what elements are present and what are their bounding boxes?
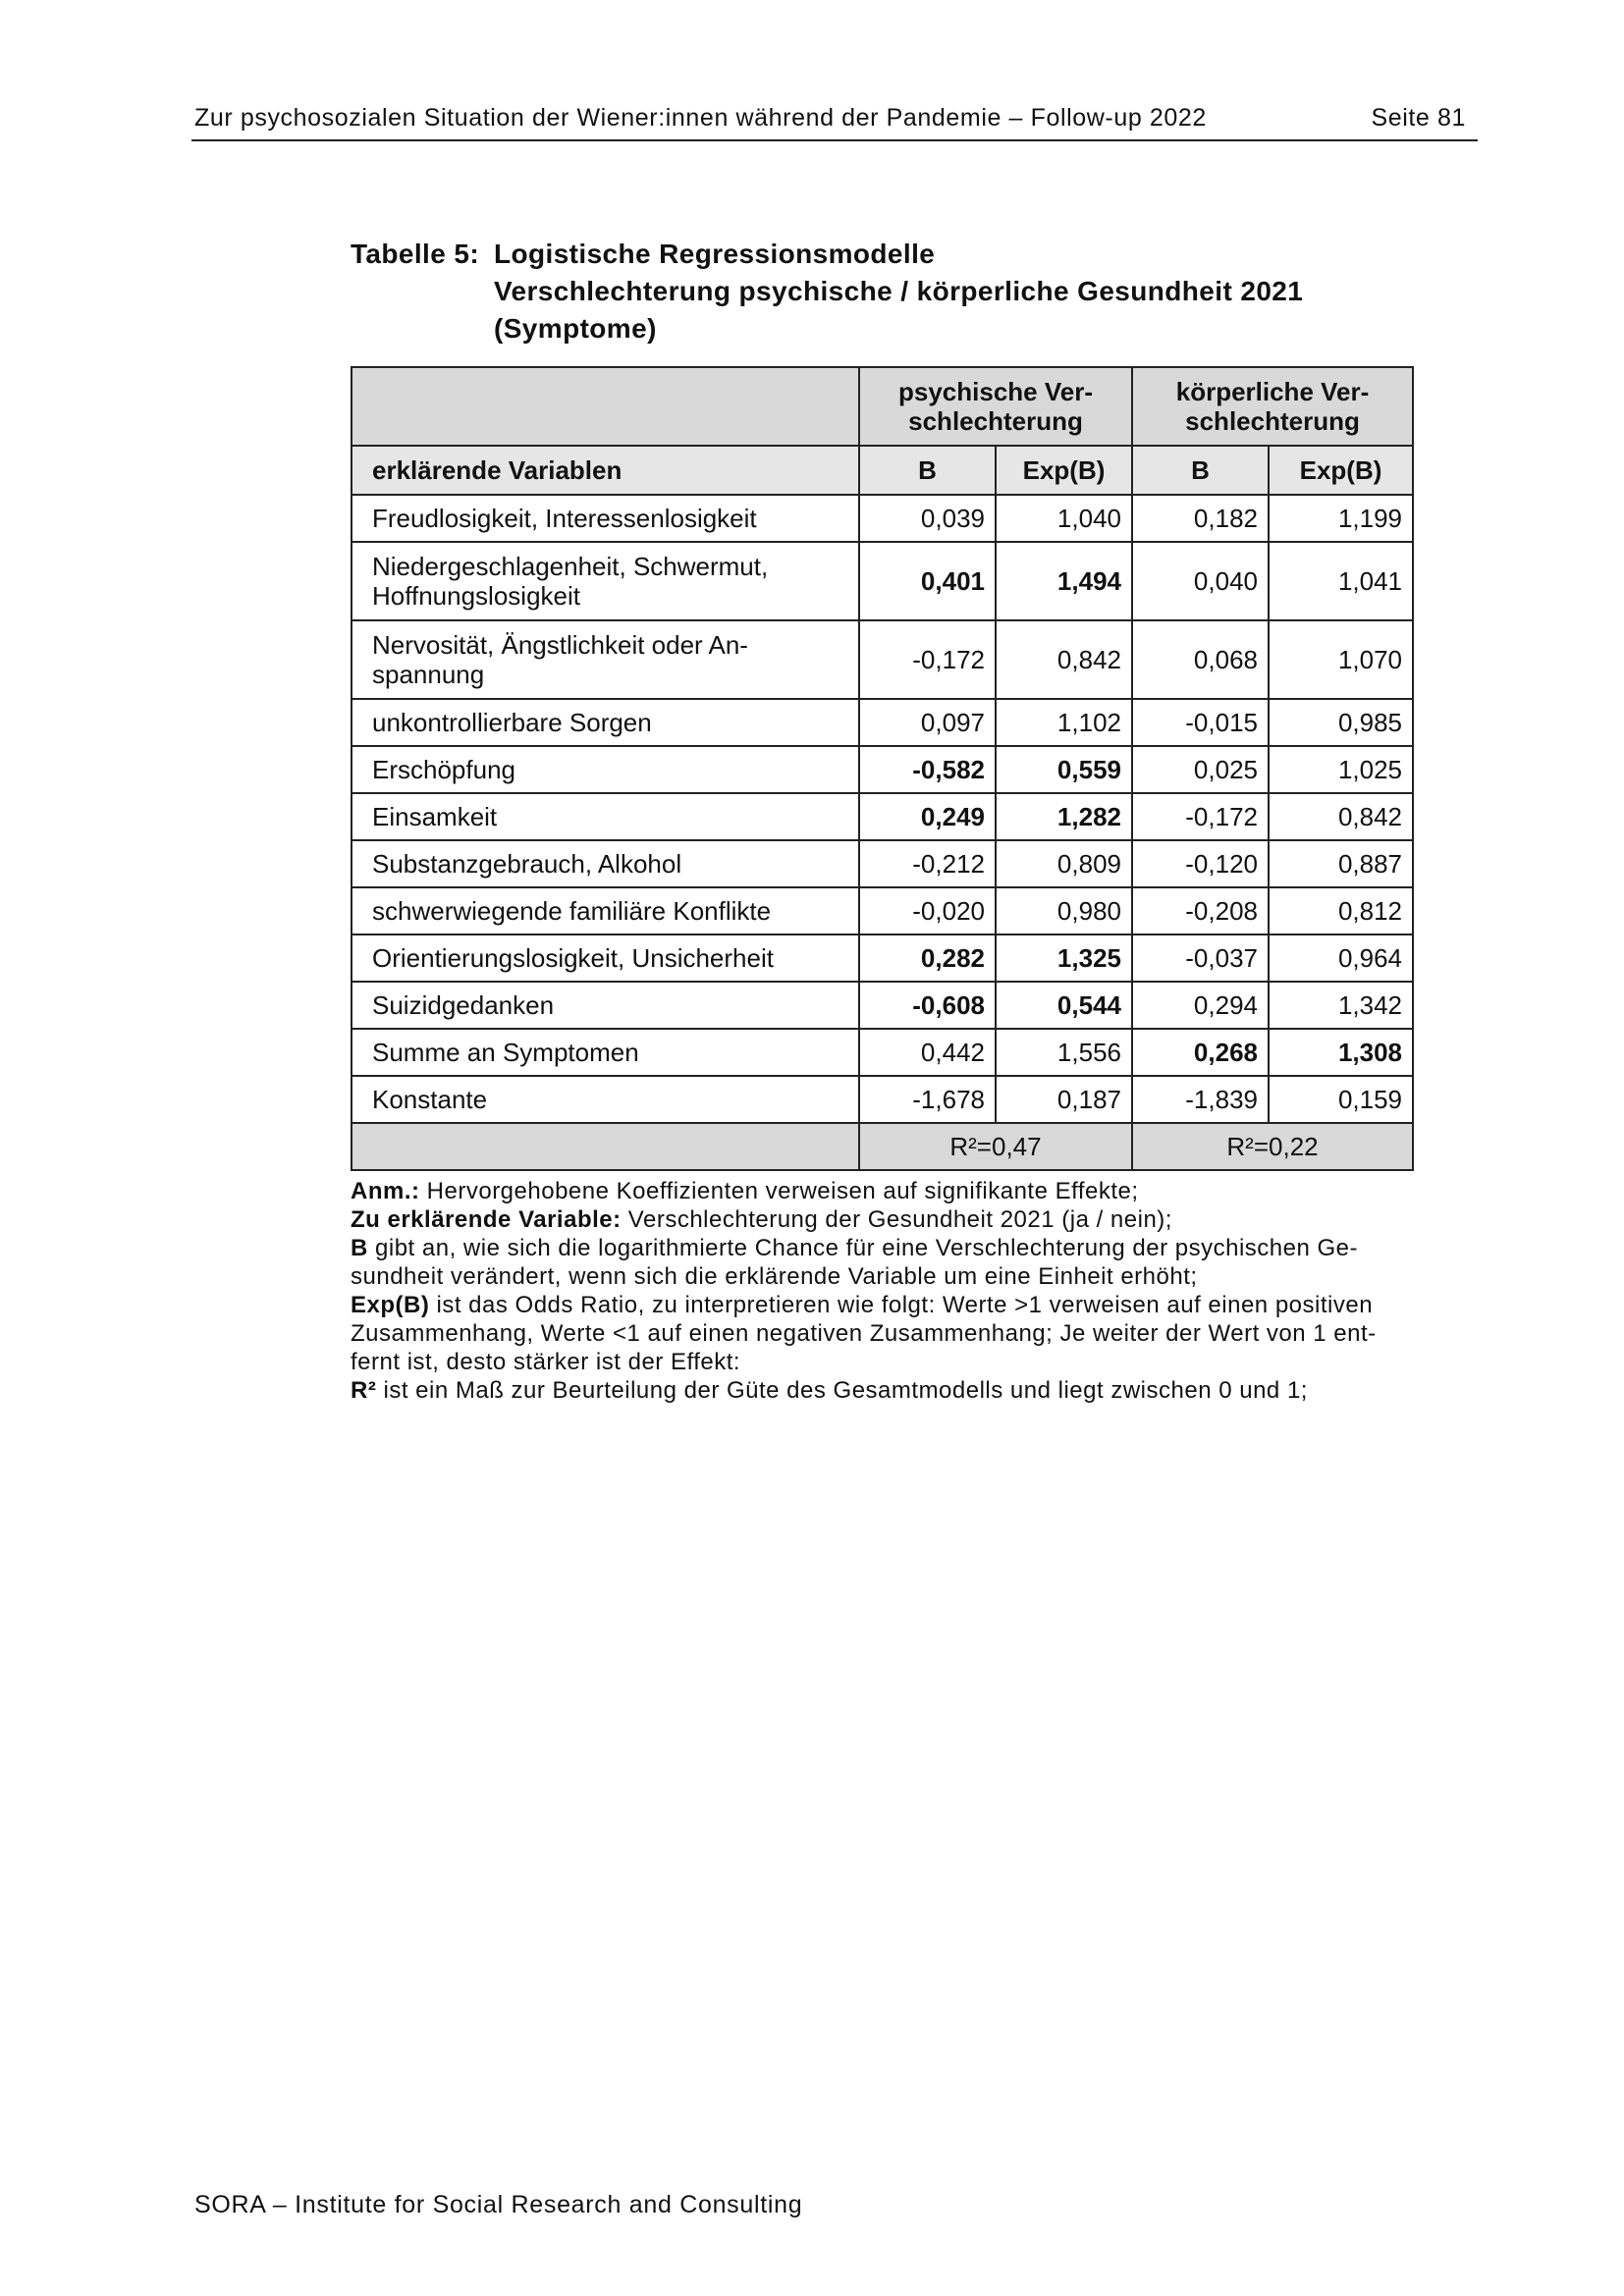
variable-label (352, 934, 859, 982)
cell-expb-koerp: 1,025 (1269, 746, 1413, 793)
variable-label-line: Summe an Symptomen (372, 1037, 639, 1067)
cell-expb-koerp: 1,308 (1269, 1029, 1413, 1076)
cell-expb-koerp: 0,812 (1269, 887, 1413, 934)
column-header-b-koerp: B (1132, 446, 1269, 495)
table-row (352, 542, 1413, 620)
cell-b-psych: -1,678 (859, 1076, 996, 1123)
variable-label (352, 542, 859, 620)
cell-expb-koerp: 0,985 (1269, 699, 1413, 746)
variable-label (352, 495, 859, 542)
variable-label-line: unkontrollierbare Sorgen (372, 707, 652, 737)
note-term: R² (351, 1377, 377, 1404)
cell-expb-psych: 0,544 (996, 982, 1132, 1029)
cell-b-koerp: -0,172 (1132, 793, 1269, 840)
cell-b-psych: 0,442 (859, 1029, 996, 1076)
cell-b-psych: -0,582 (859, 746, 996, 793)
cell-b-psych: 0,249 (859, 793, 996, 840)
table-row (352, 793, 1413, 840)
cell-b-koerp: 0,294 (1132, 982, 1269, 1029)
group-header-koerperlich-l1: körperliche Ver- (1175, 377, 1370, 406)
cell-expb-psych: 1,040 (996, 495, 1132, 542)
cell-expb-koerp: 0,159 (1269, 1076, 1413, 1123)
note-paragraph: B gibt an, wie sich die logarithmierte Chance für eine Verschlechterung der psychischen Ge- sundheit verändert, wenn sich die erklärende Variable um eine Einheit erhöht; (351, 1235, 1359, 1290)
table-row (352, 1029, 1413, 1076)
table-row (352, 934, 1413, 982)
cell-b-koerp: 0,182 (1132, 495, 1269, 542)
page-header (191, 102, 1478, 141)
variable-label (352, 746, 859, 793)
caption-line-3: (Symptome) (494, 313, 657, 344)
cell-b-koerp: -0,208 (1132, 887, 1269, 934)
note-paragraph: R² ist ein Maß zur Beurteilung der Güte des Gesamtmodells und liegt zwischen 0 und 1; (351, 1377, 1308, 1404)
cell-b-psych: 0,039 (859, 495, 996, 542)
cell-b-psych: 0,097 (859, 699, 996, 746)
note-paragraph: Exp(B) ist das Odds Ratio, zu interpretieren wie folgt: Werte >1 verweisen auf einen positiven Zusammenhang, Werte <1 auf einen negativen Zusammenhang; Je weiter der Wert von 1 ent- fernt ist, desto stärker ist der Effekt: (351, 1292, 1377, 1375)
cell-expb-koerp: 0,887 (1269, 840, 1413, 887)
variable-label (352, 887, 859, 934)
cell-b-koerp: -0,037 (1132, 934, 1269, 982)
table-row (352, 746, 1413, 793)
column-header-b-psych: B (859, 446, 996, 495)
variable-label-line: Orientierungslosigkeit, Unsicherheit (372, 942, 774, 973)
table-notes (351, 1177, 1470, 1405)
cell-expb-koerp: 1,070 (1269, 620, 1413, 699)
cell-b-koerp: -0,015 (1132, 699, 1269, 746)
note-term: Zu erklärende Variable: (351, 1206, 622, 1233)
cell-expb-psych: 1,282 (996, 793, 1132, 840)
cell-b-psych: 0,282 (859, 934, 996, 982)
caption-line-1: Logistische Regressionsmodelle (494, 239, 936, 269)
cell-b-psych: -0,020 (859, 887, 996, 934)
variable-label-line: Substanzgebrauch, Alkohol (372, 848, 682, 879)
table-row (352, 1076, 1413, 1123)
empty-corner-cell (352, 367, 859, 446)
cell-expb-psych: 1,102 (996, 699, 1132, 746)
group-header-koerperlich-l2: schlechterung (1185, 406, 1360, 436)
variable-label-line: Einsamkeit (372, 801, 498, 831)
variable-label-line: spannung (372, 660, 485, 689)
cell-expb-koerp: 1,199 (1269, 495, 1413, 542)
table-row (352, 495, 1413, 542)
note-term: B (351, 1235, 368, 1261)
variable-label (352, 1076, 859, 1123)
cell-b-koerp: -0,120 (1132, 840, 1269, 887)
variable-label (352, 699, 859, 746)
cell-expb-psych: 1,325 (996, 934, 1132, 982)
table-column-header-row (352, 446, 1413, 495)
cell-expb-koerp: 1,041 (1269, 542, 1413, 620)
column-header-variables: erklärende Variablen (352, 446, 859, 495)
r-squared-row (352, 1123, 1413, 1170)
header-title: Zur psychosozialen Situation der Wiener:innen während der Pandemie – Follow-up 2022 (194, 104, 1207, 132)
variable-label (352, 620, 859, 699)
column-header-expb-psych: Exp(B) (996, 446, 1132, 495)
variable-label-line: Konstante (372, 1084, 488, 1114)
cell-expb-koerp: 0,842 (1269, 793, 1413, 840)
cell-expb-psych: 0,187 (996, 1076, 1132, 1123)
cell-expb-psych: 0,559 (996, 746, 1132, 793)
cell-expb-psych: 0,842 (996, 620, 1132, 699)
r-squared-psych: R²=0,47 (859, 1123, 1132, 1170)
variable-label-line: Niedergeschlagenheit, Schwermut, (372, 552, 769, 581)
cell-b-koerp: 0,068 (1132, 620, 1269, 699)
cell-expb-koerp: 0,964 (1269, 934, 1413, 982)
variable-label-line: schwerwiegende familiäre Konflikte (372, 895, 772, 926)
cell-b-psych: -0,212 (859, 840, 996, 887)
group-header-psychisch-l2: schlechterung (908, 406, 1083, 436)
cell-expb-psych: 1,556 (996, 1029, 1132, 1076)
cell-expb-koerp: 1,342 (1269, 982, 1413, 1029)
note-paragraph: Anm.: Hervorgehobene Koeffizienten verweisen auf signifikante Effekte; (351, 1178, 1139, 1204)
empty-footer-cell (352, 1123, 859, 1170)
cell-b-koerp: 0,025 (1132, 746, 1269, 793)
variable-label-line: Nervosität, Ängstlichkeit oder An- (372, 630, 748, 660)
caption-label: Tabelle 5: (351, 239, 480, 269)
cell-expb-psych: 1,494 (996, 542, 1132, 620)
page-footer: SORA – Institute for Social Research and Consulting (194, 2191, 803, 2218)
cell-expb-psych: 0,980 (996, 887, 1132, 934)
variable-label (352, 793, 859, 840)
regression-table (351, 366, 1414, 1171)
cell-b-koerp: -1,839 (1132, 1076, 1269, 1123)
group-header-psychisch (859, 367, 1132, 446)
note-paragraph: Zu erklärende Variable: Verschlechterung der Gesundheit 2021 (ja / nein); (351, 1206, 1172, 1233)
r-squared-koerp: R²=0,22 (1132, 1123, 1413, 1170)
cell-b-psych: -0,608 (859, 982, 996, 1029)
table-row (352, 620, 1413, 699)
table-row (352, 699, 1413, 746)
cell-expb-psych: 0,809 (996, 840, 1132, 887)
cell-b-psych: 0,401 (859, 542, 996, 620)
table-row (352, 887, 1413, 934)
table-group-header-row (352, 367, 1413, 446)
variable-label (352, 982, 859, 1029)
caption-line-2: Verschlechterung psychische / körperliche Gesundheit 2021 (494, 276, 1304, 306)
group-header-koerperlich (1132, 367, 1413, 446)
note-term: Exp(B) (351, 1292, 430, 1318)
variable-label-line: Suizidgedanken (372, 989, 555, 1020)
table-row (352, 840, 1413, 887)
column-header-expb-koerp: Exp(B) (1269, 446, 1413, 495)
variable-label-line: Hoffnungslosigkeit (372, 581, 580, 611)
variable-label-line: Freudlosigkeit, Interessenlosigkeit (372, 503, 757, 533)
table-caption (351, 236, 1431, 347)
variable-label (352, 1029, 859, 1076)
group-header-psychisch-l1: psychische Ver- (898, 377, 1093, 406)
variable-label (352, 840, 859, 887)
cell-b-koerp: 0,268 (1132, 1029, 1269, 1076)
table-row (352, 982, 1413, 1029)
page-number: Seite 81 (1371, 104, 1466, 132)
note-term: Anm.: (351, 1178, 420, 1204)
cell-b-koerp: 0,040 (1132, 542, 1269, 620)
cell-b-psych: -0,172 (859, 620, 996, 699)
variable-label-line: Erschöpfung (372, 754, 515, 784)
